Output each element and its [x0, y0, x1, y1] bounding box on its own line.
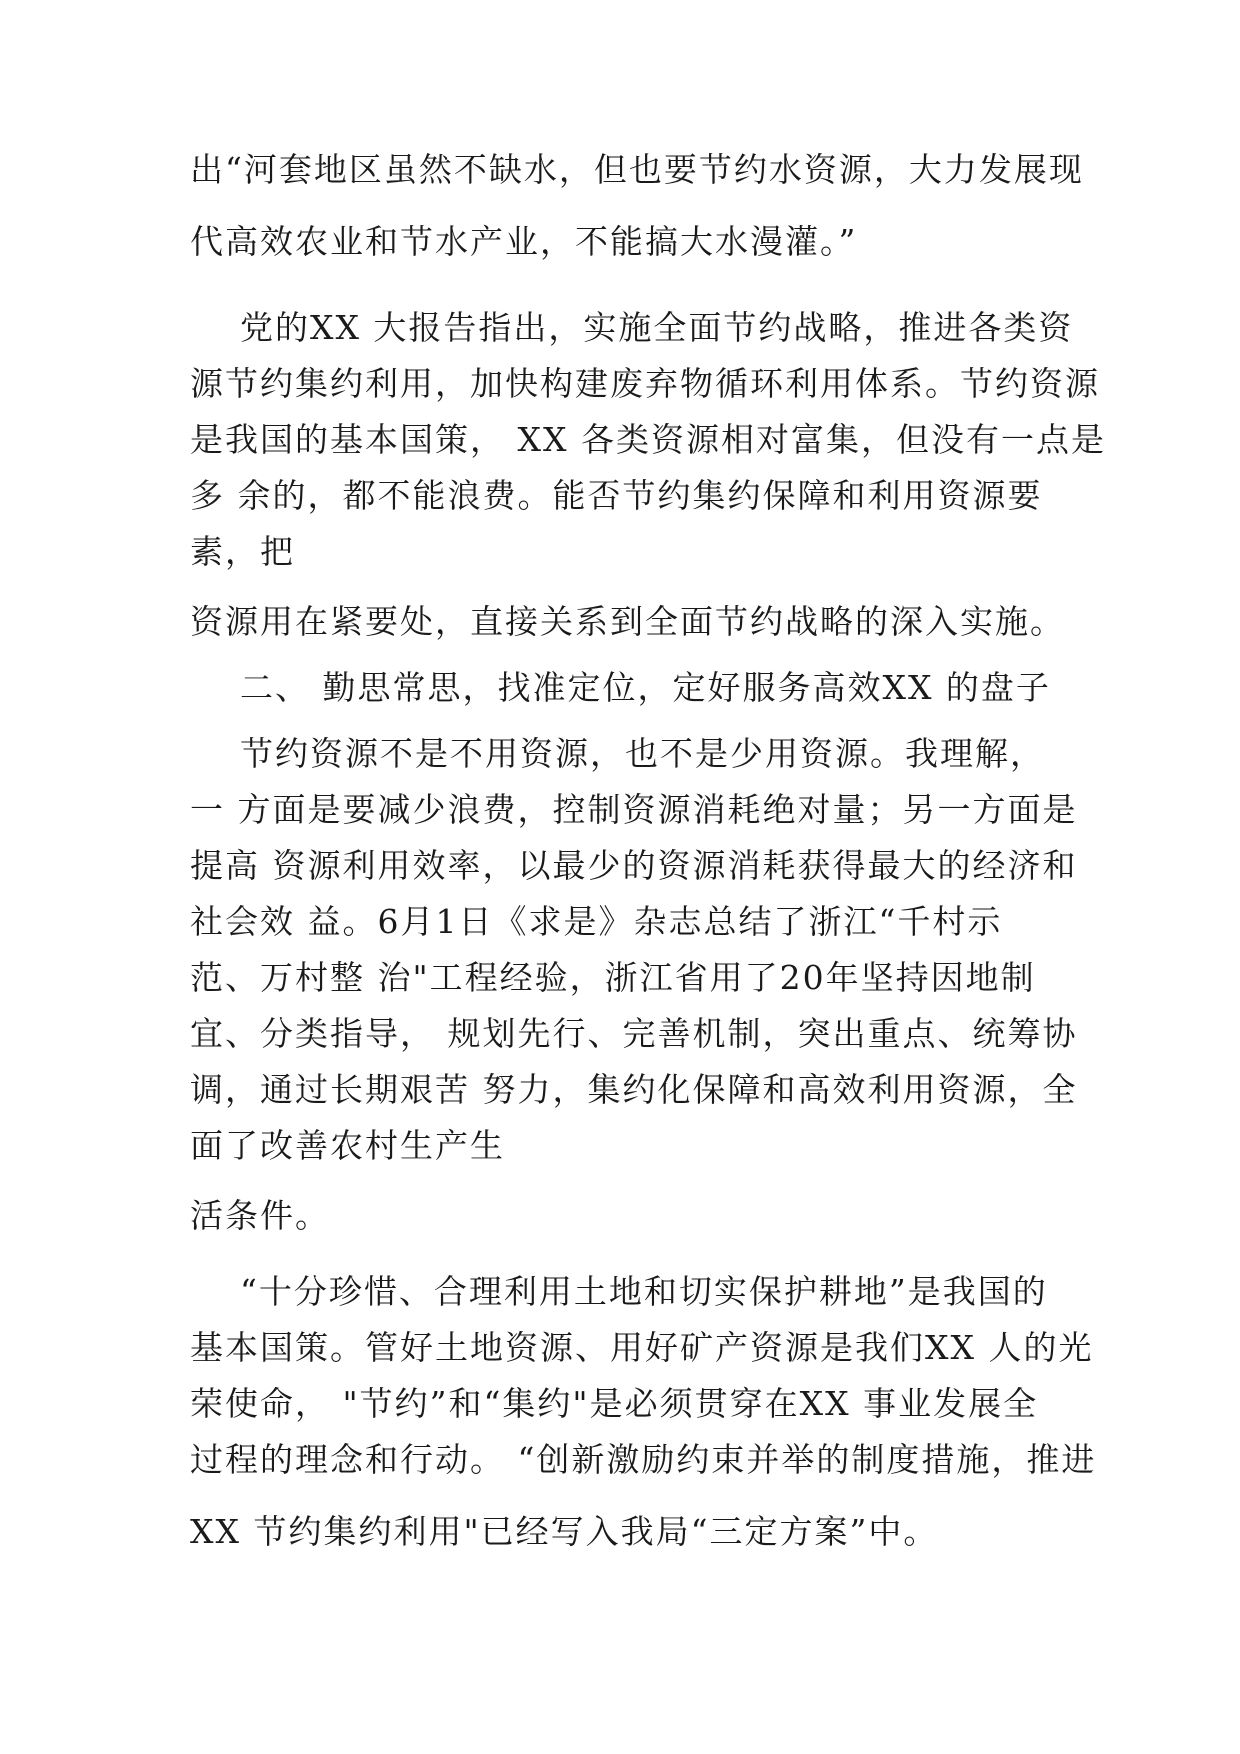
text-line: 多 余的，都不能浪费。能否节约集约保障和利用资源要: [190, 476, 1043, 515]
text-line: 基本国策。管好土地资源、用好矿产资源是我们XX 人的光: [190, 1328, 1094, 1367]
text-line: 资源用在紧要处，直接关系到全面节约战略的深入实施。: [190, 602, 1065, 641]
text-line: 源节约集约利用，加快构建废弃物循环利用体系。节约资源: [190, 364, 1100, 403]
text-line: XX 节约集约利用"已经写入我局“三定方案”中。: [190, 1512, 939, 1551]
text-line: 素，把: [190, 532, 295, 571]
section-heading: 二、 勤思常思，找准定位，定好服务高效XX 的盘子: [190, 668, 1051, 707]
text-line: “十分珍惜、合理利用土地和切实保护耕地”是我国的: [190, 1272, 1048, 1311]
text-line: 节约资源不是不用资源，也不是少用资源。我理解，: [190, 734, 1045, 773]
text-line: 宜、分类指导， 规划先行、完善机制，突出重点、统筹协: [190, 1014, 1078, 1053]
text-line: 调，通过长期艰苦 努力，集约化保障和高效利用资源，全: [190, 1070, 1078, 1109]
text-line: 党的XX 大报告指出，实施全面节约战略，推进各类资: [190, 308, 1074, 347]
text-line: 提高 资源利用效率，以最少的资源消耗获得最大的经济和: [190, 846, 1078, 885]
text-line: 是我国的基本国策， XX 各类资源相对富集，但没有一点是: [190, 420, 1106, 459]
text-line: 过程的理念和行动。 “创新激励约束并举的制度措施，推进: [190, 1440, 1097, 1479]
text-line: 面了改善农村生产生: [190, 1126, 505, 1165]
text-line: 代高效农业和节水产业，不能搞大水漫灌。”: [190, 222, 858, 261]
text-line: 范、万村整 治"工程经验，浙江省用了20年坚持因地制: [190, 958, 1036, 997]
text-line: 一 方面是要减少浪费，控制资源消耗绝对量；另一方面是: [190, 790, 1078, 829]
text-line: 社会效 益。6月1日《求是》杂志总结了浙江“千村示: [190, 902, 1003, 941]
text-line: 活条件。: [190, 1196, 330, 1235]
text-line: 荣使命， "节约”和“集约"是必须贯穿在XX 事业发展全: [190, 1384, 1039, 1423]
text-line: 出“河套地区虽然不缺水，但也要节约水资源，大力发展现: [190, 150, 1084, 189]
